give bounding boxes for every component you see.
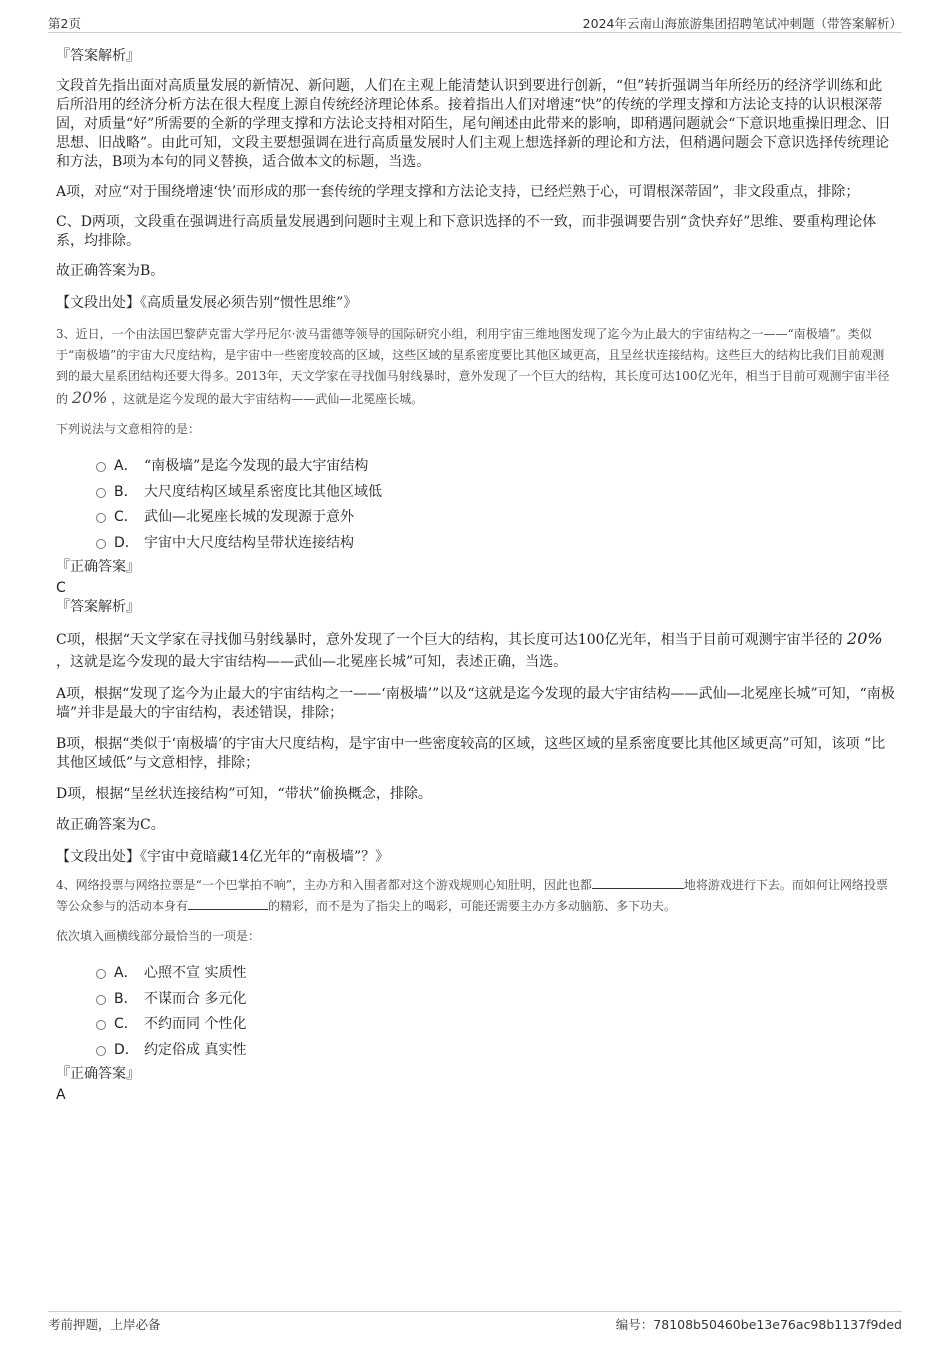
q3-correct-label: 『正确答案』 [56, 559, 140, 575]
q3-option-b[interactable]: B． 大尺度结构区域星系密度比其他区域低 [56, 480, 896, 506]
q3-option-d[interactable]: D． 宇宙中大尺度结构呈带状连接结构 [56, 531, 896, 557]
fill-blank-2[interactable] [188, 897, 268, 910]
radio-button-icon[interactable] [96, 1020, 106, 1030]
q3-analysis-label: 『答案解析』 [56, 599, 140, 615]
q3-option-a[interactable]: A． “南极墙”是迄今发现的最大宇宙结构 [56, 454, 896, 480]
radio-button-icon[interactable] [96, 462, 106, 472]
q4-stem-text-a: 4、网络投票与网络拉票是“一个巴掌拍不响”，主办方和入围者都对这个游戏规则心知肚明，因此也都 [56, 878, 592, 892]
q4-stem-text-b: 地将游戏进行下去。而如何让网络投票等公众参与的活动本身有 [56, 878, 888, 913]
q4-option-a[interactable]: A． 心照不宣 实质性 [56, 961, 896, 987]
q4-correct-answer: A [56, 1087, 66, 1103]
q3-analysis-a: A项，根据“发现了迄今为止最大的宇宙结构之一——‘南极墙’”以及“这就是迄今发现的最大宇宙结构——武仙—北冕座长城”可知，“南极墙”并非是最大的宇宙结构，表述错误，排除； [56, 686, 895, 721]
q3-correct-answer: C [56, 580, 66, 596]
q3-analysis-b: B项，根据“类似于‘南极墙’的宇宙大尺度结构，是宇宙中一些密度较高的区域，这些区域的星系密度要比其他区域更高”可知，该项 “比其他区域低”与文意相悖，排除； [56, 736, 886, 771]
q2-answer-statement: 故正确答案为B。 [56, 263, 165, 279]
q3-analysis-d: D项，根据“呈丝状连接结构”可知，“带状”偷换概念，排除。 [56, 786, 432, 802]
document-id: 编号：78108b50460be13e76ac98b1137f9ded [615, 1317, 902, 1332]
q3-analysis-percent: 20% [847, 629, 883, 648]
q3-source: 【文段出处】《宇宙中竟暗藏14亿光年的“南极墙”？》 [56, 849, 390, 865]
footer-slogan: 考前押题，上岸必备 [48, 1317, 161, 1332]
document-title: 2024年云南山海旅游集团招聘笔试冲刺题（带答案解析） [582, 16, 902, 31]
page-footer [48, 1311, 902, 1334]
radio-button-icon[interactable] [96, 539, 106, 549]
q4-option-b[interactable]: B． 不谋而合 多元化 [56, 987, 896, 1013]
q4-option-c[interactable]: C． 不约而同 个性化 [56, 1012, 896, 1038]
q2-source: 【文段出处】《高质量发展必须告别“惯性思维”》 [56, 295, 358, 311]
q2-analysis-label: 『答案解析』 [56, 48, 140, 64]
q4-option-d[interactable]: D． 约定俗成 真实性 [56, 1038, 896, 1064]
q2-analysis-p3: C、D两项，文段重在强调进行高质量发展遇到问题时主观上和下意识选择的不一致，而非强调要告别“贪快弃好”思维、要重构理论体系，均排除。 [56, 214, 877, 249]
q4-stem [56, 875, 896, 917]
fill-blank-1[interactable] [592, 876, 684, 889]
radio-button-icon[interactable] [96, 488, 106, 498]
page-content [56, 38, 896, 1104]
radio-button-icon[interactable] [96, 969, 106, 979]
radio-button-icon[interactable] [96, 513, 106, 523]
q3-analysis-c [56, 628, 896, 673]
q3-stem-text-b: ，这就是迄今发现的最大宇宙结构——武仙—北冕座长城。 [111, 392, 424, 406]
q4-prompt: 依次填入画横线部分最恰当的一项是： [56, 929, 261, 943]
q2-analysis-p1: 文段首先指出面对高质量发展的新情况、新问题，人们在主观上能清楚认识到要进行创新，“但”转折强调当年所经历的经济学训练和此后所沿用的经济分析方法在很大程度上源自传统经济理论体系。接着指出人们对增速“快”的传统的学理支撑和方法论支持的认识根深蒂固，对质量“好”所需要的全新的学理支撑和方法论支持相对陌生，尾句阐述由此带来的影响，即稍遇问题就会“下意识地重操旧理念、旧思想、旧战略”。由此可知，文段主要想强调在进行高质量发展时人们主观上想选择新的理论和方法，但稍遇问题会下意识选择传统理论和方法，B项为本句的同义替换，适合做本文的标题，当选。 [56, 78, 890, 170]
q3-stem-text-a: 3、近日，一个由法国巴黎萨克雷大学丹尼尔·波马雷德等领导的国际研究小组，利用宇宙三维地图发现了迄今为止最大的宇宙结构之一——“南极墙”。类似于“南极墙”的宇宙大尺度结构，是宇宙中一些密度较高的区域，这些区域的星系密度要比其他区域更高，且呈丝状连接结构。这些巨大的结构比我们目前观测到的最大星系团结构还要大得多。2013年，天文学家在寻找伽马射线暴时，意外发现了一个巨大的结构，其长度可达100亿光年，相当于目前可观测宇宙半径的 [56, 327, 890, 406]
q3-analysis-c-text-b: ，这就是迄今发现的最大宇宙结构——武仙—北冕座长城”可知，表述正确，当选。 [56, 654, 568, 670]
q3-stem [56, 324, 896, 410]
q3-analysis-c-text-a: C项，根据“天文学家在寻找伽马射线暴时，意外发现了一个巨大的结构，其长度可达100亿光年，相当于目前可观测宇宙半径的 [56, 632, 843, 648]
q3-stem-percent: 20% [71, 388, 108, 407]
q3-option-c[interactable]: C． 武仙—北冕座长城的发现源于意外 [56, 505, 896, 531]
q3-prompt: 下列说法与文意相符的是： [56, 422, 201, 436]
radio-button-icon[interactable] [96, 995, 106, 1005]
q3-answer-statement: 故正确答案为C。 [56, 817, 165, 833]
page-header [48, 14, 902, 33]
q3-options [56, 454, 896, 556]
q4-options [56, 961, 896, 1063]
q4-correct-label: 『正确答案』 [56, 1066, 140, 1082]
q2-analysis-p2: A项，对应“对于围绕增速‘快’而形成的那一套传统的学理支撑和方法论支持，已经烂熟于心，可谓根深蒂固”，非文段重点，排除； [56, 184, 860, 200]
page-number: 第2页 [48, 16, 81, 31]
radio-button-icon[interactable] [96, 1046, 106, 1056]
q4-stem-text-c: 的精彩，而不是为了指尖上的喝彩，可能还需要主办方多动脑筋、多下功夫。 [268, 899, 677, 913]
